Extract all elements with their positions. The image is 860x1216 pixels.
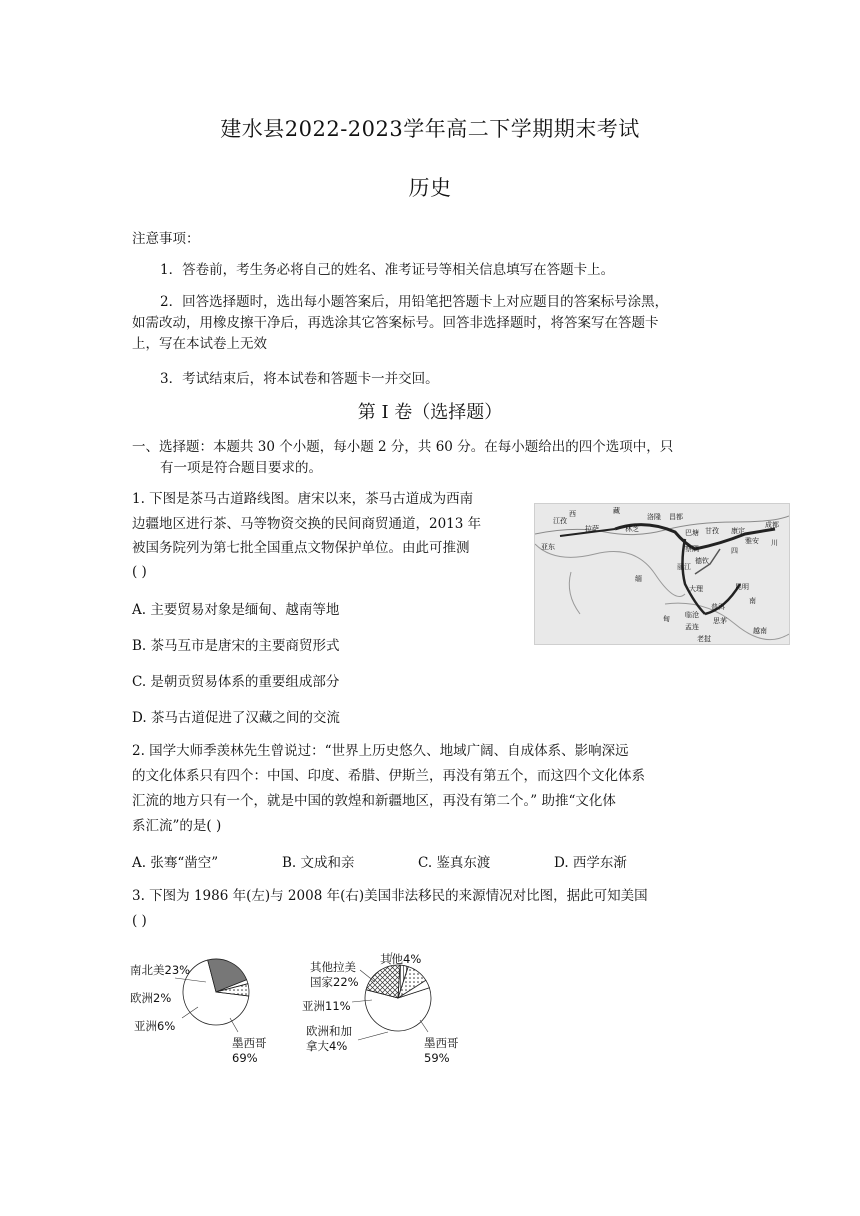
map-label-batang: 巴塘 bbox=[685, 529, 699, 537]
map-label-yadong: 亚东 bbox=[541, 543, 555, 551]
map-label-zang: 藏 bbox=[613, 507, 620, 515]
q2-stem-4: 系汇流”的是( ) bbox=[132, 818, 222, 834]
pie2-label-asia: 亚洲11% bbox=[302, 999, 351, 1013]
map-label-kangding: 康定 bbox=[731, 527, 745, 535]
map-label-linzhi: 林芝 bbox=[625, 525, 639, 533]
map-label-laos: 老挝 bbox=[697, 635, 711, 643]
map-label-luolong: 洛隆 bbox=[647, 513, 661, 521]
map-label-puer: 普洱 bbox=[711, 603, 725, 611]
map-label-chuan: 川 bbox=[771, 539, 778, 547]
notice-heading: 注意事项： bbox=[132, 231, 200, 247]
q1-option-b: B. 茶马互市是唐宋的主要商贸形式 bbox=[132, 638, 340, 654]
notice-item-1: 1．答卷前，考生务必将自己的姓名、准考证号等相关信息填写在答题卡上。 bbox=[160, 262, 615, 278]
map-label-xi: 西 bbox=[569, 510, 576, 518]
q3-stem-1: 3. 下图为 1986 年(左)与 2008 年(右)美国非法移民的来源情况对比图，据此可知美国 bbox=[132, 888, 648, 904]
q1-stem-3: 被国务院列为第七批全国重点文物保护单位。由此可推测 bbox=[132, 540, 470, 556]
map-label-jiangzi: 江孜 bbox=[553, 517, 567, 525]
pie2-label-eu-canada: 欧洲和加 拿大4% bbox=[306, 1024, 352, 1053]
q1-option-d: D. 茶马古道促进了汉藏之间的交流 bbox=[132, 710, 340, 726]
map-graphic bbox=[535, 504, 789, 644]
map-label-dian: 甸 bbox=[663, 615, 670, 623]
pie1-label-europe: 欧洲2% bbox=[130, 991, 172, 1005]
pie2-label-other-latam: 其他拉美 国家22% bbox=[310, 960, 359, 989]
q1-stem-2: 边疆地区进行茶、马等物资交换的民间商贸通道，2013 年 bbox=[132, 516, 482, 532]
pie1-label-asia: 亚洲6% bbox=[134, 1019, 176, 1033]
pie2-label-mexico: 墨西哥 59% bbox=[424, 1036, 459, 1065]
section-instructions-cont: 有一项是符合题目要求的。 bbox=[160, 460, 322, 476]
map-label-vietnam: 越南 bbox=[753, 627, 767, 635]
q1-option-c: C. 是朝贡贸易体系的重要组成部分 bbox=[132, 674, 340, 690]
notice-item-2-end: 上，写在本试卷上无效 bbox=[132, 336, 267, 352]
map-label-simao: 思茅 bbox=[713, 617, 727, 625]
q2-stem-2: 的文化体系只有四个：中国、印度、希腊、伊斯兰，再没有第五个，而这四个文化体系 bbox=[132, 768, 645, 784]
notice-item-3: 3．考试结束后，将本试卷和答题卡一并交回。 bbox=[160, 371, 439, 387]
q2-option-d: D. 西学东渐 bbox=[554, 855, 627, 871]
q2-stem-3: 汇流的地方只有一个，就是中国的敦煌和新疆地区，再没有第二个。” 助推“文化体 bbox=[132, 793, 616, 809]
map-label-nan: 南 bbox=[749, 597, 756, 605]
q1-stem-1: 1. 下图是茶马古道路线图。唐宋以来，茶马古道成为西南 bbox=[132, 491, 474, 507]
q2-option-a: A. 张骞“凿空” bbox=[132, 855, 219, 871]
q1-option-a: A. 主要贸易对象是缅甸、越南等地 bbox=[132, 602, 340, 618]
map-label-deqin: 德钦 bbox=[695, 557, 709, 565]
map-label-yaan: 雅安 bbox=[745, 537, 759, 545]
map-label-kunming: 昆明 bbox=[735, 583, 749, 591]
map-label-chayu: 察隅 bbox=[685, 545, 699, 553]
q1-stem-4: ( ) bbox=[132, 564, 147, 580]
map-label-lijiang: 丽江 bbox=[677, 563, 691, 571]
map-label-lincang: 临沧 bbox=[685, 611, 699, 619]
section-title: 第 Ⅰ 卷（选择题） bbox=[357, 402, 503, 423]
map-label-menglian: 孟连 bbox=[685, 623, 699, 631]
notice-item-2: 2．回答选择题时，选出每小题答案后，用铅笔把答题卡上对应题目的答案标号涂黑， bbox=[160, 294, 669, 310]
q2-stem-1: 2. 国学大师季羡林先生曾说过：“世界上历史悠久、地域广阔、自成体系、影响深远 bbox=[132, 743, 629, 759]
q2-option-b: B. 文成和亲 bbox=[282, 855, 355, 871]
notice-item-2-cont: 如需改动，用橡皮擦干净后，再选涂其它答案标号。回答非选择题时，将答案写在答题卡 bbox=[132, 315, 659, 331]
map-label-dali: 大理 bbox=[689, 585, 703, 593]
subject-title: 历史 bbox=[408, 176, 452, 200]
map-label-changdu: 昌都 bbox=[669, 513, 683, 521]
q2-option-c: C. 鉴真东渡 bbox=[418, 855, 491, 871]
map-label-chengdu: 成都 bbox=[765, 521, 779, 529]
pie1-label-mexico: 墨西哥 69% bbox=[232, 1036, 267, 1065]
pie1-label-americas: 南北美23% bbox=[130, 963, 191, 977]
pie2-label-other: 其他4% bbox=[380, 952, 422, 966]
map-label-ganzi: 甘孜 bbox=[705, 527, 719, 535]
tea-horse-road-map bbox=[534, 503, 790, 645]
q3-stem-2: ( ) bbox=[132, 913, 147, 929]
map-label-si: 四 bbox=[731, 547, 738, 555]
section-instructions: 一、选择题：本题共 30 个小题，每小题 2 分，共 60 分。在每小题给出的四个选项中，只 bbox=[132, 439, 674, 455]
map-label-lhasa: 拉萨 bbox=[585, 525, 599, 533]
exam-title: 建水县2022-2023学年高二下学期期末考试 bbox=[220, 117, 640, 141]
map-label-mian: 缅 bbox=[635, 575, 642, 583]
